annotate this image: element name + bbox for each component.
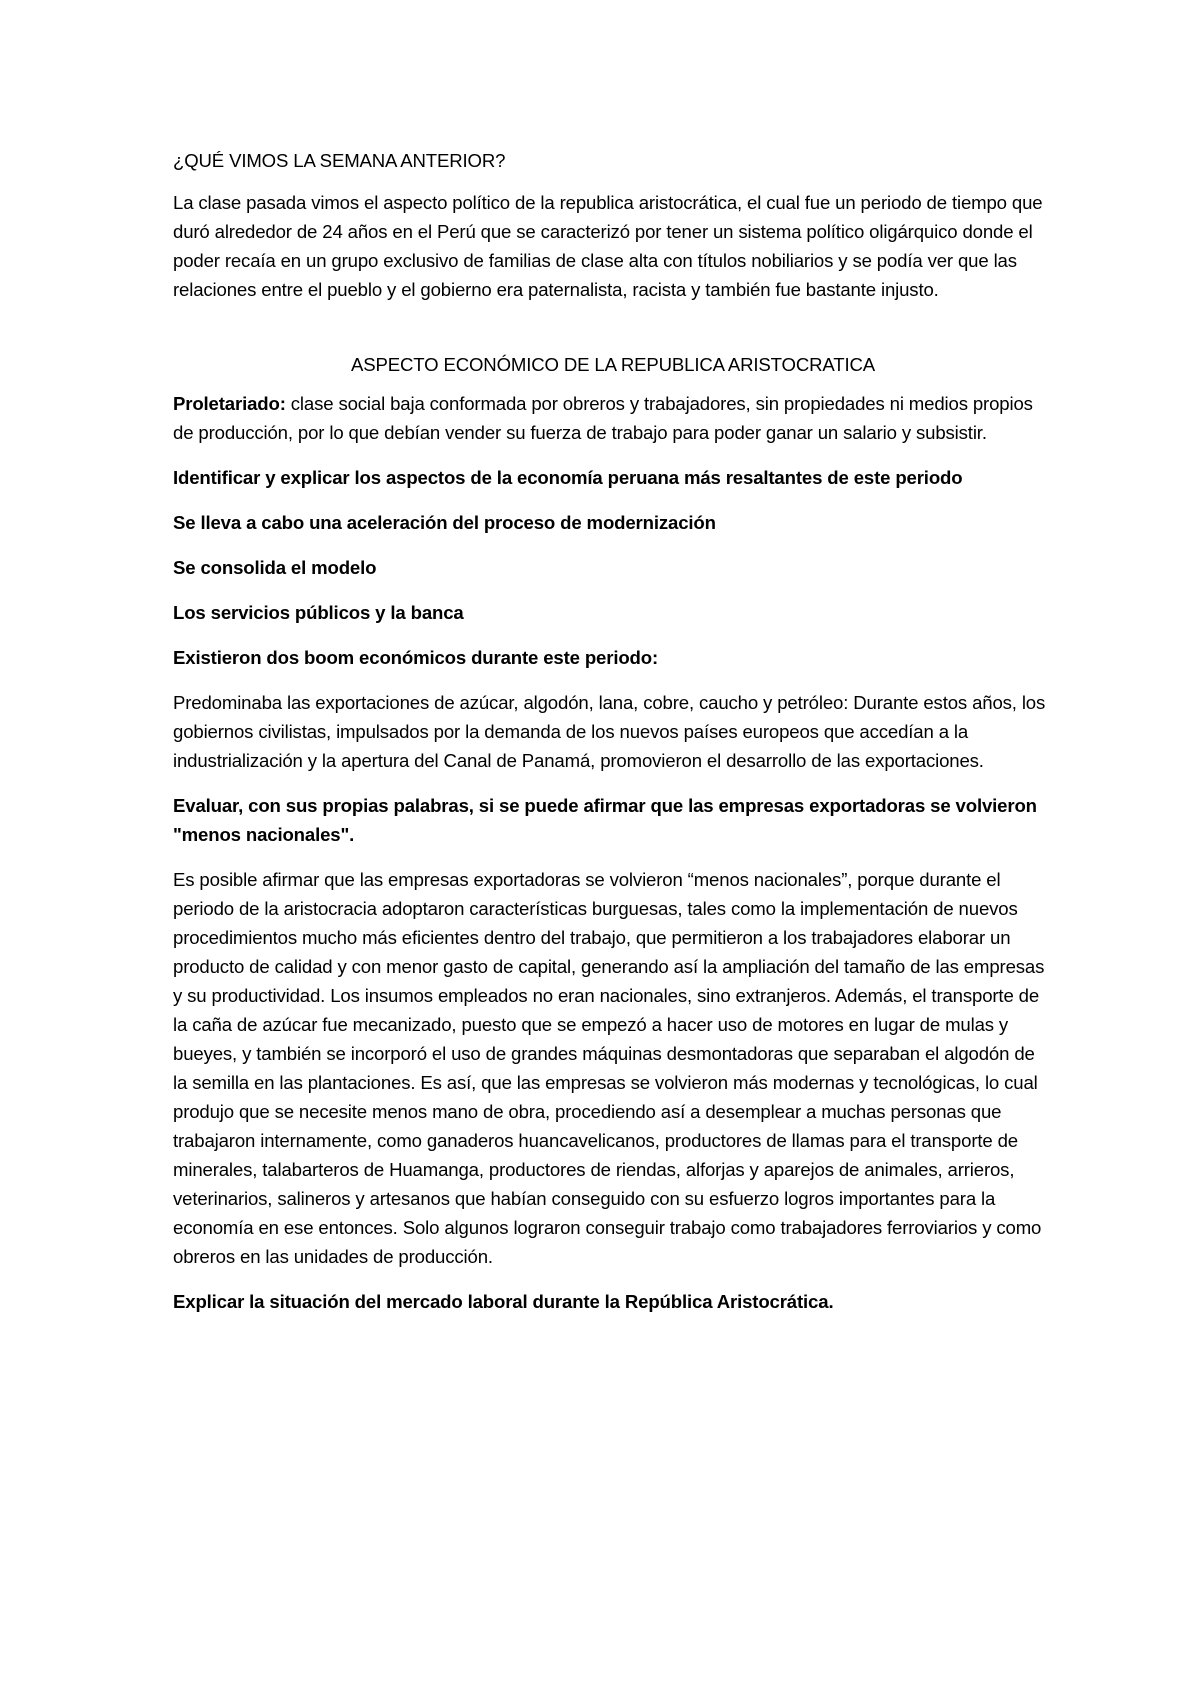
review-heading: ¿QUÉ VIMOS LA SEMANA ANTERIOR? <box>173 150 506 171</box>
bold-line-public-services: Los servicios públicos y la banca <box>173 602 464 623</box>
document-body <box>173 146 1053 1332</box>
question-explain: Explicar la situación del mercado laboral durante la República Aristocrática. <box>173 1291 834 1312</box>
bold-line-modernization: Se lleva a cabo una aceleración del proceso de modernización <box>173 512 716 533</box>
question-evaluate: Evaluar, con sus propias palabras, si se puede afirmar que las empresas exportadoras se volvieron "menos nacionales". <box>173 795 1037 845</box>
answer-paragraph: Es posible afirmar que las empresas exportadoras se volvieron “menos nacionales”, porque durante el periodo de la aristocracia adoptaron características burguesas, tales como la implementación de nuevos procedimientos mucho más eficientes dentro del trabajo, que permitieron a los trabajadores elaborar un producto de calidad y con menor gasto de capital, generando así la ampliación del tamaño de las empresas y su productividad. Los insumos empleados no eran nacionales, sino extranjeros. Además, el transporte de la caña de azúcar fue mecanizado, puesto que se empezó a hacer uso de motores en lugar de mulas y bueyes, y también se incorporó el uso de grandes máquinas desmontadoras que separaban el algodón de la semilla en las plantaciones. Es así, que las empresas se volvieron más modernas y tecnológicas, lo cual produjo que se necesite menos mano de obra, procediendo así a desemplear a muchas personas que trabajaron internamente, como ganaderos huancavelicanos, productores de llamas para el transporte de minerales, talabarteros de Huamanga, productores de riendas, alforjas y aparejos de animales, arrieros, veterinarios, salineros y artesanos que habían conseguido con su esfuerzo logros importantes para la economía en ese entonces. Solo algunos lograron conseguir trabajo como trabajadores ferroviarios y como obreros en las unidades de producción. <box>173 869 1045 1267</box>
bold-line-model: Se consolida el modelo <box>173 557 377 578</box>
bold-line-boom: Existieron dos boom económicos durante este periodo: <box>173 647 659 668</box>
proletariado-label: Proletariado: <box>173 393 286 414</box>
intro-paragraph: La clase pasada vimos el aspecto político de la republica aristocrática, el cual fue un periodo de tiempo que duró alrededor de 24 años en el Perú que se caracterizó por tener un sistema político oligárquico donde el poder recaía en un grupo exclusivo de familias de clase alta con títulos nobiliarios y se podía ver que las relaciones entre el pueblo y el gobierno era paternalista, racista y también fue bastante injusto. <box>173 192 1043 300</box>
exports-paragraph: Predominaba las exportaciones de azúcar, algodón, lana, cobre, caucho y petróleo: Durante estos años, los gobiernos civilistas, impulsados por la demanda de los nuevos países europeos que accedían a la industrialización y la apertura del Canal de Panamá, promovieron el desarrollo de las exportaciones. <box>173 692 1046 771</box>
section-title: ASPECTO ECONÓMICO DE LA REPUBLICA ARISTOCRATICA <box>350 354 876 375</box>
proletariado-text: clase social baja conformada por obreros y trabajadores, sin propiedades ni medios propios de producción, por lo que debían vender su fuerza de trabajo para poder ganar un salario y subsistir. <box>173 393 1033 443</box>
bold-line-identify: Identificar y explicar los aspectos de la economía peruana más resaltantes de este periodo <box>173 467 963 488</box>
proletariado-definition <box>173 389 1053 447</box>
